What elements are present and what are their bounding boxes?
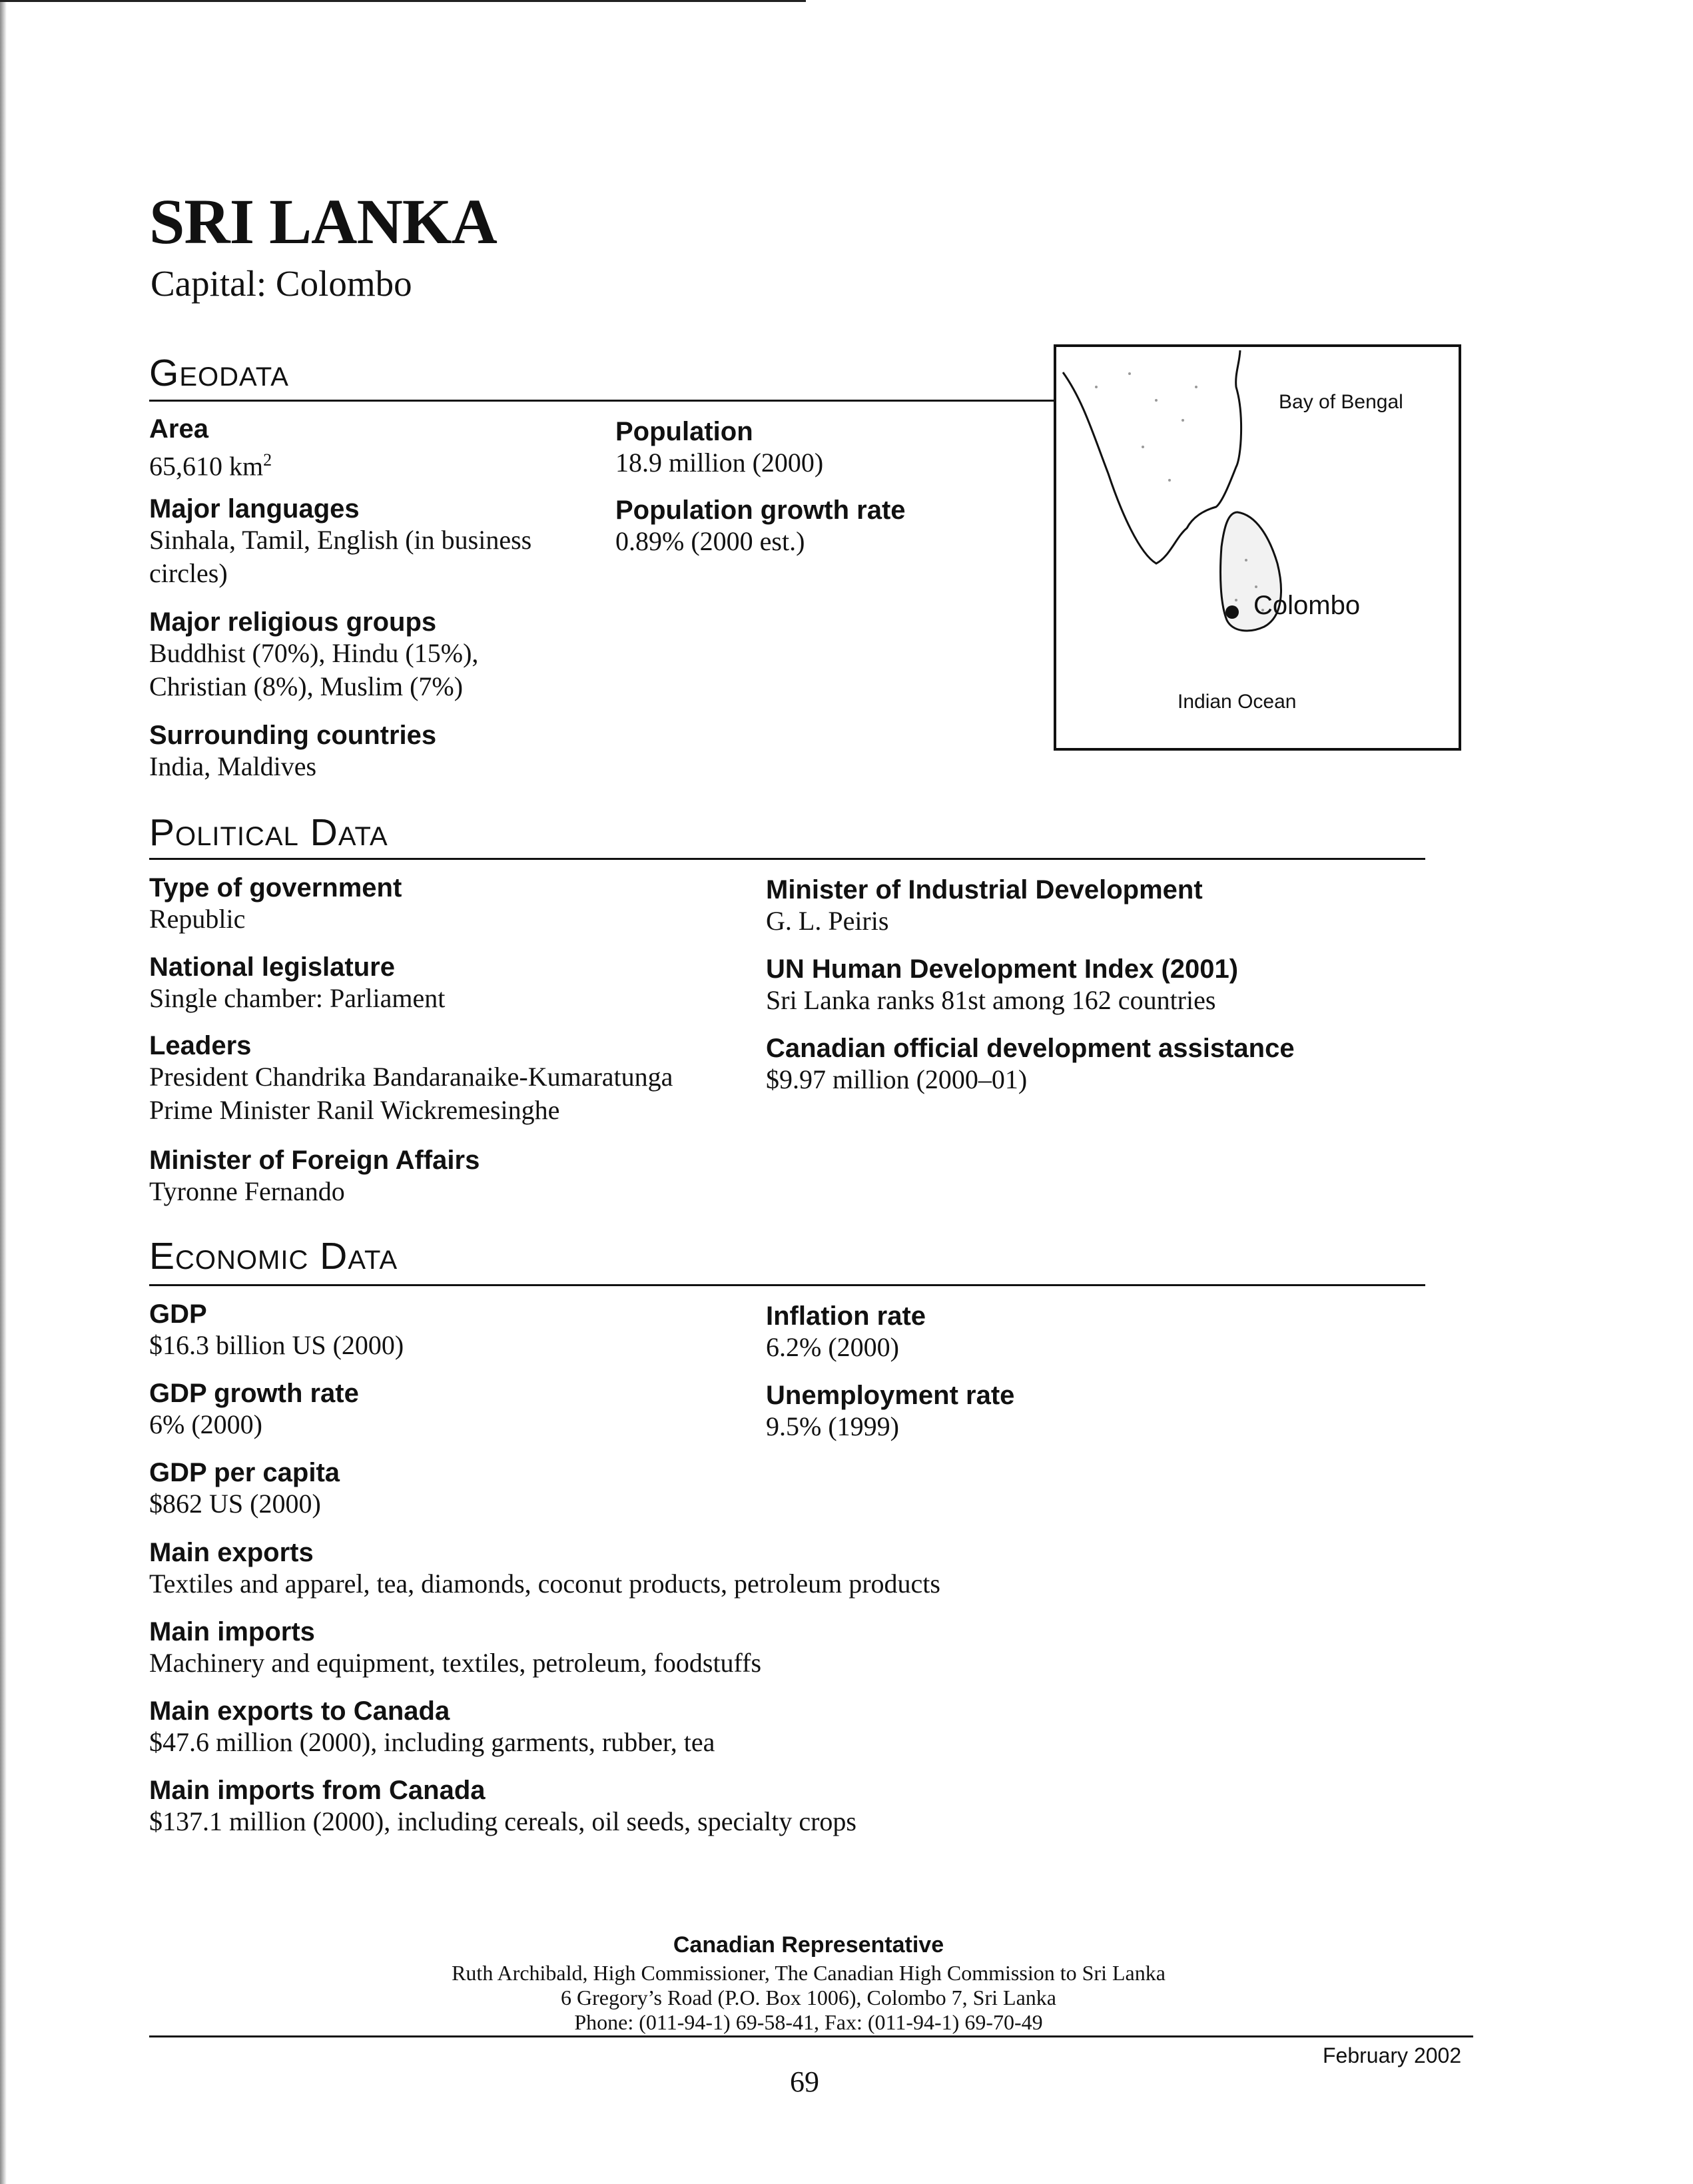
gdp-growth-label: GDP growth rate — [149, 1379, 359, 1408]
main-exports-value: Textiles and apparel, tea, diamonds, coconut products, petroleum products — [149, 1569, 940, 1599]
languages-label: Major languages — [149, 494, 360, 524]
economic-heading: Economic Data — [149, 1235, 398, 1277]
india-coastline — [1063, 350, 1241, 563]
inflation-value: 6.2% (2000) — [766, 1332, 899, 1362]
economic-rule — [149, 1284, 1425, 1286]
legislature-label: National legislature — [149, 952, 395, 982]
oda-value: $9.97 million (2000–01) — [766, 1064, 1028, 1094]
hdi-label: UN Human Development Index (2001) — [766, 954, 1239, 984]
gdp-per-capita-value: $862 US (2000) — [149, 1489, 321, 1519]
gdp-growth-value: 6% (2000) — [149, 1409, 262, 1439]
gdp-per-capita-label: GDP per capita — [149, 1458, 340, 1487]
page-number: 69 — [790, 2065, 819, 2098]
population-label: Population — [615, 417, 753, 446]
top-rule — [0, 0, 806, 2]
imports-canada-value: $137.1 million (2000), including cereals, oil seeds, specialty crops — [149, 1806, 856, 1836]
exports-canada-label: Main exports to Canada — [149, 1696, 450, 1726]
footer-rule — [149, 2035, 1473, 2037]
political-rule — [149, 858, 1425, 860]
unemployment-value: 9.5% (1999) — [766, 1411, 899, 1441]
foreign-minister-label: Minister of Foreign Affairs — [149, 1146, 480, 1175]
representative-line-1: Ruth Archibald, High Commissioner, The Canadian High Commission to Sri Lanka — [452, 1961, 1166, 1985]
surrounding-value: India, Maldives — [149, 751, 317, 781]
legislature-value: Single chamber: Parliament — [149, 983, 446, 1013]
unemployment-label: Unemployment rate — [766, 1381, 1015, 1410]
representative-line-2: 6 Gregory’s Road (P.O. Box 1006), Colombo 7, Sri Lanka — [561, 1986, 1056, 2009]
capital-subtitle: Capital: Colombo — [151, 263, 412, 304]
main-exports-label: Main exports — [149, 1538, 314, 1567]
publication-date: February 2002 — [1323, 2043, 1462, 2067]
main-imports-value: Machinery and equipment, textiles, petroleum, foodstuffs — [149, 1648, 762, 1678]
population-growth-value: 0.89% (2000 est.) — [615, 526, 805, 556]
political-heading: Political Data — [149, 811, 388, 854]
leaders-value: President Chandrika Bandaranaike-Kumaratunga Prime Minister Ranil Wickremesinghe — [149, 1062, 673, 1125]
population-value: 18.9 million (2000) — [615, 448, 824, 478]
representative-label: Canadian Representative — [673, 1932, 944, 1958]
hdi-value: Sri Lanka ranks 81st among 162 countries — [766, 985, 1216, 1015]
gdp-label: GDP — [149, 1299, 207, 1329]
colombo-label: Colombo — [1253, 591, 1361, 620]
government-label: Type of government — [149, 873, 402, 903]
religion-label: Major religious groups — [149, 607, 437, 637]
country-title: SRI LANKA — [149, 186, 497, 257]
industry-minister-value: G. L. Peiris — [766, 906, 889, 936]
religion-value: Buddhist (70%), Hindu (15%), Christian (8%), Muslim (7%) — [149, 638, 479, 701]
languages-value: Sinhala, Tamil, English (in business circles) — [149, 525, 532, 588]
exports-canada-value: $47.6 million (2000), including garments, rubber, tea — [149, 1727, 715, 1757]
government-value: Republic — [149, 904, 246, 934]
area-value: 65,610 $km^2$ — [149, 450, 272, 482]
sri-lanka-map — [1054, 344, 1461, 751]
imports-canada-label: Main imports from Canada — [149, 1776, 486, 1805]
population-growth-label: Population growth rate — [615, 496, 906, 525]
oda-label: Canadian official development assistance — [766, 1034, 1295, 1063]
colombo-marker — [1225, 605, 1239, 619]
leaders-label: Leaders — [149, 1031, 252, 1060]
gdp-value: $16.3 billion US (2000) — [149, 1330, 404, 1360]
inflation-label: Inflation rate — [766, 1301, 926, 1331]
industry-minister-label: Minister of Industrial Development — [766, 875, 1203, 905]
geodata-rule — [149, 400, 1056, 402]
main-imports-label: Main imports — [149, 1617, 315, 1646]
indian-ocean-label: Indian Ocean — [1178, 691, 1297, 713]
representative-line-3: Phone: (011-94-1) 69-58-41, Fax: (011-94-1) 69-70-49 — [574, 2010, 1043, 2034]
bay-of-bengal-label: Bay of Bengal — [1279, 391, 1403, 413]
area-label: Area — [149, 414, 208, 444]
scan-edge-shadow — [0, 0, 7, 2184]
geodata-heading: Geodata — [149, 352, 289, 394]
foreign-minister-value: Tyronne Fernando — [149, 1176, 345, 1206]
surrounding-label: Surrounding countries — [149, 721, 437, 750]
